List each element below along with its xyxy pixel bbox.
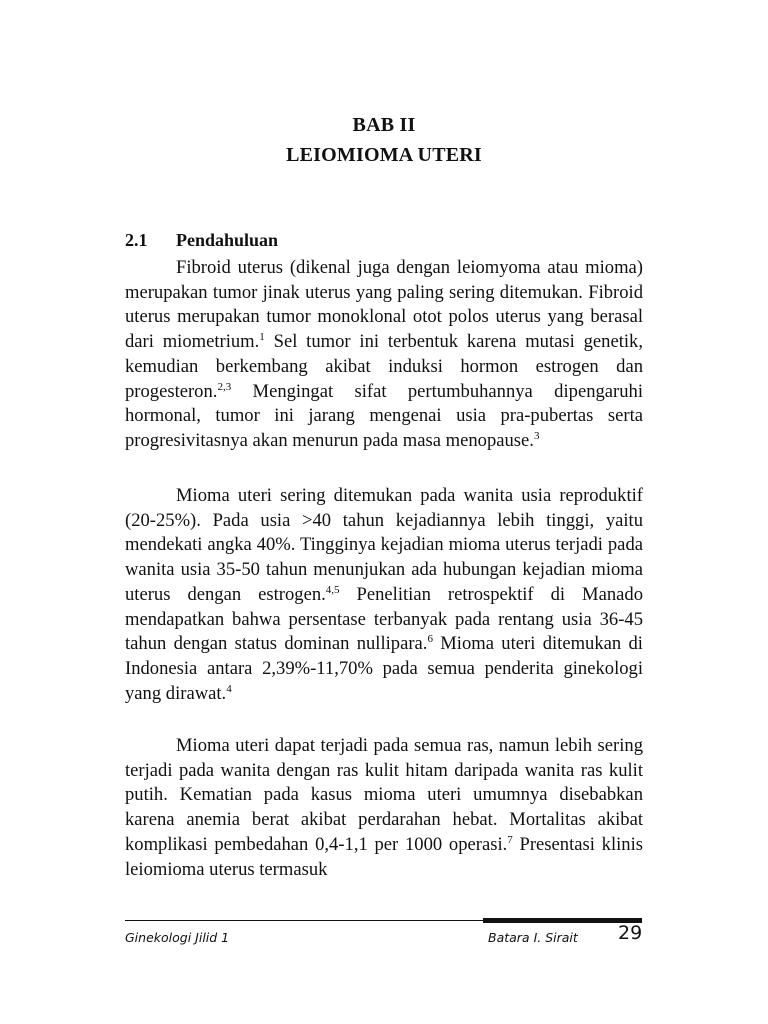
citation-ref: 6 bbox=[427, 633, 433, 646]
paragraph-text: Penelitian retrospektif di Manado mendapatkan bahwa persentase terbanyak pada rentang usia 36-45 tahun dengan status dominan nullipara. bbox=[125, 583, 643, 655]
paragraph-text: Sel tumor ini terbentuk karena mutasi genetik, kemudian berkembang akibat induksi hormon estrogen dan progesteron. bbox=[125, 331, 643, 402]
footer-book-title: Ginekologi Jilid 1 bbox=[125, 930, 230, 945]
citation-ref: 4,5 bbox=[325, 583, 340, 596]
page-number: 29 bbox=[618, 922, 643, 944]
paragraph-text: Presentasi klinis leiomioma uterus termasuk bbox=[125, 833, 643, 880]
citation-ref: 2,3 bbox=[217, 380, 232, 393]
citation-ref: 7 bbox=[507, 833, 513, 846]
paragraph-text: Mioma uteri ditemukan di Indonesia antara 2,39%-11,70% pada semua penderita ginekologi yang dirawat. bbox=[125, 633, 643, 704]
paragraph-text: Mioma uteri sering ditemukan pada wanita usia reproduktif (20-25%). Pada usia >40 tahun kejadiannya lebih tinggi, yaitu mendekati angka 40%. Tingginya kejadian mioma uterus terjadi pada wanita usia 35-50 tahun menunjukan ada hubungan kejadian mioma uterus dengan estrogen. bbox=[125, 485, 643, 605]
paragraph-text: Mengingat sifat pertumbuhannya dipengaruhi hormonal, tumor ini jarang mengenai usia pra-pubertas serta progresivitasnya akan menurun pada masa menopause. bbox=[125, 380, 643, 451]
citation-ref: 1 bbox=[259, 331, 265, 344]
paragraph-text: Mioma uteri dapat terjadi pada semua ras, namun lebih sering terjadi pada wanita dengan ras kulit hitam daripada wanita ras kulit putih. Kematian pada kasus mioma uteri umumnya disebabkan karena anemia berat akibat perdarahan hebat. Mortalitas akibat komplikasi pembedahan 0,4-1,1 per 1000 operasi. bbox=[125, 735, 643, 855]
chapter-label: BAB II bbox=[352, 114, 416, 136]
footer-author: Batara I. Sirait bbox=[488, 930, 578, 945]
section-title: Pendahuluan bbox=[176, 230, 279, 250]
paragraph-3 bbox=[125, 734, 643, 882]
paragraph-text: Fibroid uterus (dikenal juga dengan leiomyoma atau mioma) merupakan tumor jinak uterus yang paling sering ditemukan. Fibroid uterus merupakan tumor monoklonal otot polos uterus yang berasal dari miometrium. bbox=[125, 257, 643, 353]
citation-ref: 4 bbox=[226, 682, 232, 695]
section-number: 2.1 bbox=[125, 230, 148, 250]
citation-ref: 3 bbox=[533, 429, 540, 442]
paragraph-2 bbox=[125, 484, 643, 706]
section-heading bbox=[125, 230, 278, 251]
chapter-title: LEIOMIOMA UTERI bbox=[286, 144, 482, 166]
paragraph-1 bbox=[125, 256, 643, 454]
